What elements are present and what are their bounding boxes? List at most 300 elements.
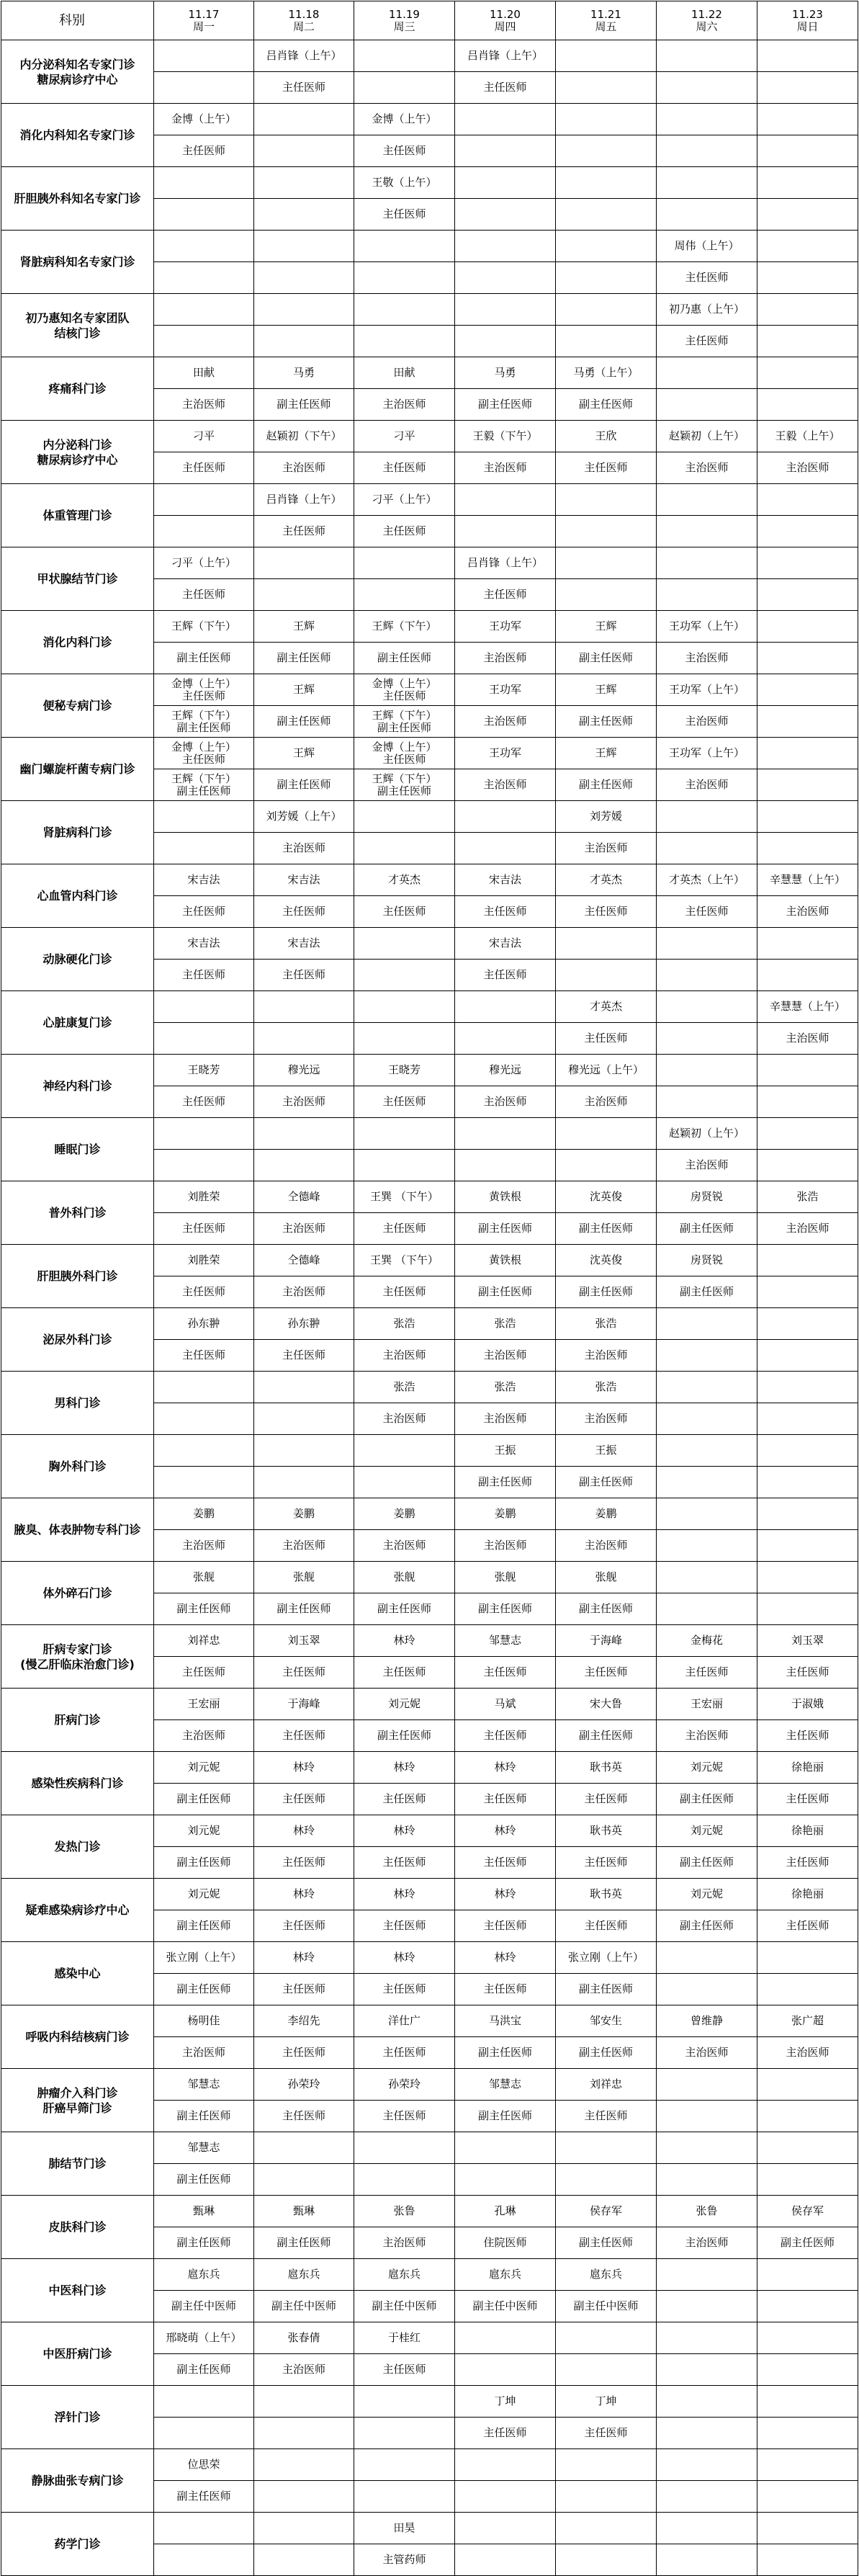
title-cell (254, 1403, 354, 1435)
day-header (354, 1, 455, 40)
title-cell: 主任医师 (657, 326, 757, 357)
doctor-cell: 刘胜荣 (154, 1245, 254, 1276)
doctor-cell: 刁平 (154, 421, 254, 452)
title-cell: 副主任医师 (455, 2037, 556, 2069)
title-cell: 主任医师 (455, 1974, 556, 2005)
doctor-cell: 张春倩 (254, 2322, 354, 2354)
doctor-row (1, 2513, 858, 2544)
department-name: 睡眠门诊 (1, 1118, 154, 1181)
title-cell (657, 1340, 757, 1372)
title-cell (154, 262, 254, 294)
title-cell (556, 262, 657, 294)
doctor-cell (154, 40, 254, 72)
doctor-cell: 林玲 (254, 1942, 354, 1974)
doctor-row (1, 1118, 858, 1150)
title-cell: 副主任医师 (254, 706, 354, 738)
doctor-row (1, 1435, 858, 1467)
doctor-cell: 王振 (455, 1435, 556, 1467)
doctor-row (1, 294, 858, 326)
title-cell: 主任医师 (354, 2354, 455, 2386)
doctor-cell (154, 167, 254, 199)
title-cell: 主治医师 (154, 389, 254, 421)
doctor-cell (657, 1055, 757, 1086)
doctor-cell: 张浩 (757, 1181, 858, 1213)
title-cell: 副主任医师 (154, 1593, 254, 1625)
title-cell: 主任医师 (354, 2101, 455, 2132)
doctor-cell (455, 1118, 556, 1150)
doctor-cell: 姜鹏 (254, 1498, 354, 1530)
doctor-cell: 王晓芳 (154, 1055, 254, 1086)
doctor-cell (154, 2513, 254, 2544)
department-name (1, 1625, 154, 1689)
title-cell: 主治医师 (354, 1403, 455, 1435)
doctor-cell: 刘芳媛 (556, 801, 657, 833)
title-cell: 主治医师 (556, 1403, 657, 1435)
weekday-label: 周一 (192, 19, 215, 33)
doctor-cell: 刁平 (354, 421, 455, 452)
title-cell: 副主任医师 (455, 389, 556, 421)
title-cell: 主任医师 (455, 579, 556, 611)
doctor-row (1, 1625, 858, 1657)
doctor-cell (657, 928, 757, 960)
department-name: 心脏康复门诊 (1, 991, 154, 1055)
department-name: 消化内科知名专家门诊 (1, 104, 154, 167)
title-cell: 主任医师 (455, 2418, 556, 2449)
doctor-cell (154, 1435, 254, 1467)
doctor-cell: 张舰 (455, 1562, 556, 1593)
doctor-cell: 扈东兵 (556, 2259, 657, 2291)
doctor-cell: 徐艳丽 (757, 1752, 858, 1784)
department-name: 感染中心 (1, 1942, 154, 2005)
doctor-row (1, 1752, 858, 1784)
schedule-body (1, 40, 858, 2576)
title-cell: 主治医师 (455, 1086, 556, 1118)
doctor-cell: 丁坤 (455, 2386, 556, 2418)
doctor-cell: 林玲 (354, 1625, 455, 1657)
department-name: 肝病门诊 (1, 1689, 154, 1752)
title-cell: 副主任中医师 (354, 2291, 455, 2322)
title-cell (757, 960, 858, 991)
title-cell: 副主任医师 (657, 1910, 757, 1942)
doctor-cell (657, 547, 757, 579)
title-cell (455, 199, 556, 231)
title-cell (757, 643, 858, 674)
doctor-cell: 吕肖锋（上午） (254, 484, 354, 516)
doctor-row (1, 1308, 858, 1340)
doctor-cell: 刘祥忠 (154, 1625, 254, 1657)
department-name (1, 294, 154, 357)
doctor-cell (354, 40, 455, 72)
doctor-cell: 侯存军 (757, 2196, 858, 2227)
department-name (1, 40, 154, 104)
doctor-cell: 张舰 (254, 1562, 354, 1593)
doctor-cell: 徐艳丽 (757, 1815, 858, 1847)
department-name: 幽门螺旋杆菌专病门诊 (1, 738, 154, 801)
doctor-cell (455, 294, 556, 326)
doctor-cell: 马勇 (254, 357, 354, 389)
doctor-cell: 张舰 (154, 1562, 254, 1593)
doctor-cell: 宋吉法 (154, 864, 254, 896)
title-cell: 主任医师 (757, 1784, 858, 1815)
doctor-cell (657, 484, 757, 516)
doctor-cell (455, 2132, 556, 2164)
title-cell (657, 1467, 757, 1498)
department-name: 动脉硬化门诊 (1, 928, 154, 991)
doctor-cell: 洋仕广 (354, 2005, 455, 2037)
doctor-cell: 王功军 (455, 611, 556, 643)
title-cell: 主任医师 (254, 1847, 354, 1879)
doctor-cell (757, 294, 858, 326)
doctor-cell: 吕肖锋（上午） (455, 547, 556, 579)
title-cell (757, 1530, 858, 1562)
title-cell (455, 2354, 556, 2386)
title-cell (556, 2481, 657, 2513)
title-cell: 主任医师 (154, 1086, 254, 1118)
title-cell (254, 135, 354, 167)
doctor-row (1, 40, 858, 72)
cell-line: 内分泌科知名专家门诊 (19, 57, 135, 71)
doctor-row (1, 611, 858, 643)
doctor-cell: 刘玉翠 (254, 1625, 354, 1657)
doctor-cell: 王功军（上午） (657, 738, 757, 769)
doctor-cell (757, 2069, 858, 2101)
doctor-cell: 于海峰 (254, 1689, 354, 1720)
title-cell: 副主任医师 (556, 643, 657, 674)
doctor-row (1, 864, 858, 896)
title-cell: 副主任医师 (556, 1720, 657, 1752)
cell-line: 副主任医师 (377, 720, 431, 734)
title-cell: 主任医师 (354, 1974, 455, 2005)
doctor-cell (757, 738, 858, 769)
title-cell: 副主任医师 (455, 1276, 556, 1308)
doctor-cell (657, 2449, 757, 2481)
department-name: 心血管内科门诊 (1, 864, 154, 928)
doctor-cell (657, 2069, 757, 2101)
doctor-cell (455, 2322, 556, 2354)
title-cell (154, 1023, 254, 1055)
doctor-cell (757, 167, 858, 199)
title-cell: 主任医师 (154, 452, 254, 484)
doctor-cell: 刁平（上午） (354, 484, 455, 516)
doctor-cell: 王辉 (254, 674, 354, 706)
doctor-cell (556, 2132, 657, 2164)
title-cell: 主任医师 (154, 896, 254, 928)
title-cell (657, 1403, 757, 1435)
title-cell (556, 1150, 657, 1181)
doctor-cell (657, 2322, 757, 2354)
doctor-cell (254, 104, 354, 135)
doctor-cell (455, 991, 556, 1023)
title-cell: 主治医师 (556, 1340, 657, 1372)
doctor-cell: 林玲 (354, 1752, 455, 1784)
title-cell (254, 2544, 354, 2576)
title-cell: 主任医师 (455, 72, 556, 104)
doctor-cell: 金梅花 (657, 1625, 757, 1657)
title-cell (757, 706, 858, 738)
title-cell (556, 199, 657, 231)
title-cell (254, 579, 354, 611)
title-cell (757, 2418, 858, 2449)
doctor-cell: 于桂红 (354, 2322, 455, 2354)
doctor-cell: 吕肖锋（上午） (455, 40, 556, 72)
doctor-cell (556, 104, 657, 135)
doctor-cell: 王功军（上午） (657, 611, 757, 643)
doctor-cell (154, 1372, 254, 1403)
doctor-cell: 邢晓萌（上午） (154, 2322, 254, 2354)
doctor-cell: 张浩 (455, 1308, 556, 1340)
doctor-cell: 王功军 (455, 738, 556, 769)
title-cell (757, 199, 858, 231)
title-cell: 副主任医师 (757, 2227, 858, 2259)
title-cell: 主治医师 (455, 1403, 556, 1435)
department-name: 神经内科门诊 (1, 1055, 154, 1118)
doctor-cell (254, 1118, 354, 1150)
title-cell: 副主任医师 (254, 2227, 354, 2259)
title-cell (657, 2101, 757, 2132)
title-cell: 主任医师 (556, 2418, 657, 2449)
doctor-cell (757, 1055, 858, 1086)
doctor-cell: 王巽 （下午） (354, 1181, 455, 1213)
title-cell (455, 326, 556, 357)
cell-line: 副主任医师 (176, 784, 231, 797)
doctor-cell: 刘元妮 (154, 1752, 254, 1784)
department-name: 发热门诊 (1, 1815, 154, 1879)
title-cell (354, 262, 455, 294)
doctor-cell: 宋吉法 (455, 928, 556, 960)
title-cell: 主治医师 (254, 1276, 354, 1308)
doctor-cell: 王功军（上午） (657, 674, 757, 706)
doctor-cell: 仝德峰 (254, 1245, 354, 1276)
title-cell: 主任医师 (354, 452, 455, 484)
title-cell: 副主任医师 (455, 1593, 556, 1625)
cell-line: 结核门诊 (54, 326, 101, 340)
doctor-cell (556, 2449, 657, 2481)
title-cell: 主治医师 (657, 706, 757, 738)
doctor-cell: 杨明佳 (154, 2005, 254, 2037)
doctor-cell: 张浩 (455, 1372, 556, 1403)
doctor-cell (154, 2386, 254, 2418)
title-cell (154, 2544, 254, 2576)
doctor-cell: 孙荣玲 (354, 2069, 455, 2101)
title-cell (254, 1023, 354, 1055)
doctor-row (1, 801, 858, 833)
doctor-cell (154, 674, 254, 706)
doctor-cell: 初乃惠（上午） (657, 294, 757, 326)
title-cell (254, 262, 354, 294)
doctor-row (1, 2449, 858, 2481)
header-row (1, 1, 858, 40)
title-cell: 主任医师 (757, 1847, 858, 1879)
doctor-cell (757, 1498, 858, 1530)
doctor-cell: 孔琳 (455, 2196, 556, 2227)
title-cell (657, 135, 757, 167)
title-cell: 副主任医师 (556, 706, 657, 738)
doctor-cell (757, 2449, 858, 2481)
doctor-cell (657, 1942, 757, 1974)
title-cell: 主治医师 (657, 1720, 757, 1752)
title-cell: 副主任中医师 (254, 2291, 354, 2322)
doctor-cell: 刘元妮 (154, 1879, 254, 1910)
doctor-cell: 林玲 (254, 1815, 354, 1847)
doctor-cell: 辛慧慧（上午） (757, 991, 858, 1023)
doctor-cell: 王敬（上午） (354, 167, 455, 199)
department-name: 呼吸内科结核病门诊 (1, 2005, 154, 2069)
department-name: 肺结节门诊 (1, 2132, 154, 2196)
doctor-cell (556, 1118, 657, 1150)
doctor-cell: 刘元妮 (354, 1689, 455, 1720)
doctor-cell (556, 547, 657, 579)
doctor-cell: 赵颖初（下午） (254, 421, 354, 452)
department-name: 中医科门诊 (1, 2259, 154, 2322)
doctor-cell: 侯存军 (556, 2196, 657, 2227)
title-cell: 副主任医师 (154, 2354, 254, 2386)
title-cell (657, 2354, 757, 2386)
title-cell (354, 1023, 455, 1055)
doctor-cell: 张广超 (757, 2005, 858, 2037)
title-cell: 主治医师 (455, 1530, 556, 1562)
doctor-cell: 邹慧志 (455, 2069, 556, 2101)
doctor-cell (354, 1435, 455, 1467)
title-cell: 主任医师 (556, 2101, 657, 2132)
title-cell: 主治医师 (254, 833, 354, 864)
title-cell: 主任医师 (757, 1657, 858, 1689)
doctor-row (1, 484, 858, 516)
title-cell: 主治医师 (657, 2227, 757, 2259)
title-cell (154, 1467, 254, 1498)
title-cell (354, 706, 455, 738)
title-cell: 主治医师 (455, 769, 556, 801)
doctor-cell: 张舰 (556, 1562, 657, 1593)
title-cell: 主任医师 (556, 1023, 657, 1055)
title-cell: 主任医师 (354, 1657, 455, 1689)
doctor-cell (154, 294, 254, 326)
doctor-row (1, 674, 858, 706)
doctor-cell: 曾维静 (657, 2005, 757, 2037)
title-cell: 主治医师 (254, 2354, 354, 2386)
doctor-cell (154, 991, 254, 1023)
doctor-cell: 马勇（上午） (556, 357, 657, 389)
date-label: 11.17 (188, 7, 220, 21)
doctor-cell (757, 40, 858, 72)
title-cell (254, 2418, 354, 2449)
title-cell (556, 2544, 657, 2576)
doctor-cell: 辛慧慧（上午） (757, 864, 858, 896)
doctor-cell: 丁坤 (556, 2386, 657, 2418)
title-cell: 副主任医师 (154, 1784, 254, 1815)
doctor-cell (154, 231, 254, 262)
doctor-cell: 仝德峰 (254, 1181, 354, 1213)
doctor-cell: 王毅（下午） (455, 421, 556, 452)
title-cell: 主任医师 (556, 1784, 657, 1815)
doctor-cell (757, 104, 858, 135)
title-cell: 主任医师 (757, 1720, 858, 1752)
doctor-row (1, 2132, 858, 2164)
department-name: 浮针门诊 (1, 2386, 154, 2449)
doctor-cell (657, 1498, 757, 1530)
doctor-cell (254, 2132, 354, 2164)
title-cell (757, 2544, 858, 2576)
title-cell: 主治医师 (556, 833, 657, 864)
title-cell (455, 2164, 556, 2196)
department-name: 肾脏病科知名专家门诊 (1, 231, 154, 294)
title-cell (757, 2101, 858, 2132)
cell-line: 肝病专家门诊 (42, 1642, 112, 1656)
doctor-cell: 宋吉法 (254, 864, 354, 896)
title-cell: 主任医师 (354, 1086, 455, 1118)
date-label: 11.23 (792, 7, 823, 21)
doctor-cell: 金博（上午） (354, 104, 455, 135)
title-cell: 副主任医师 (556, 2227, 657, 2259)
department-name: 药学门诊 (1, 2513, 154, 2576)
cell-line: 主任医师 (181, 752, 225, 766)
cell-line: 主任医师 (382, 689, 426, 702)
doctor-cell: 沈英俊 (556, 1181, 657, 1213)
doctor-cell: 宋吉法 (154, 928, 254, 960)
title-cell (354, 326, 455, 357)
doctor-cell (254, 2449, 354, 2481)
title-cell (455, 833, 556, 864)
title-cell: 主任医师 (556, 452, 657, 484)
doctor-cell: 周伟（上午） (657, 231, 757, 262)
title-cell (657, 2544, 757, 2576)
doctor-cell (757, 1118, 858, 1150)
title-cell (657, 1530, 757, 1562)
title-cell (354, 1150, 455, 1181)
title-cell: 主管药师 (354, 2544, 455, 2576)
title-cell: 副主任医师 (354, 1593, 455, 1625)
title-cell: 主治医师 (154, 1720, 254, 1752)
cell-line: 内分泌科门诊 (42, 437, 112, 452)
doctor-cell: 黄铁根 (455, 1245, 556, 1276)
doctor-cell: 林玲 (254, 1752, 354, 1784)
title-cell (254, 2164, 354, 2196)
doctor-cell: 孙荣玲 (254, 2069, 354, 2101)
doctor-row (1, 1815, 858, 1847)
title-cell (455, 1023, 556, 1055)
title-cell (354, 2164, 455, 2196)
title-cell (354, 2481, 455, 2513)
title-cell: 主任医师 (254, 1910, 354, 1942)
doctor-cell (354, 2449, 455, 2481)
cell-line: 金博（上午） (372, 676, 437, 690)
doctor-cell: 张立刚（上午） (154, 1942, 254, 1974)
doctor-cell: 吕肖锋（上午） (254, 40, 354, 72)
doctor-cell (354, 231, 455, 262)
doctor-cell: 才英杰 (354, 864, 455, 896)
title-cell: 主任医师 (354, 2037, 455, 2069)
doctor-cell: 王振 (556, 1435, 657, 1467)
date-label: 11.18 (288, 7, 320, 21)
title-cell (657, 2164, 757, 2196)
title-cell (657, 1023, 757, 1055)
doctor-cell: 刘元妮 (657, 1815, 757, 1847)
title-cell: 主任医师 (254, 896, 354, 928)
title-cell: 主治医师 (757, 896, 858, 928)
doctor-cell: 张舰 (354, 1562, 455, 1593)
doctor-cell (254, 231, 354, 262)
department-name: 普外科门诊 (1, 1181, 154, 1245)
title-cell: 主任医师 (757, 1910, 858, 1942)
title-cell: 主治医师 (757, 1213, 858, 1245)
title-cell (556, 2354, 657, 2386)
title-cell: 副主任医师 (556, 389, 657, 421)
doctor-cell: 才英杰 (556, 864, 657, 896)
title-cell: 副主任中医师 (154, 2291, 254, 2322)
title-cell (556, 960, 657, 991)
doctor-cell: 扈东兵 (354, 2259, 455, 2291)
department-name: 甲状腺结节门诊 (1, 547, 154, 611)
title-cell: 副主任医师 (154, 1910, 254, 1942)
